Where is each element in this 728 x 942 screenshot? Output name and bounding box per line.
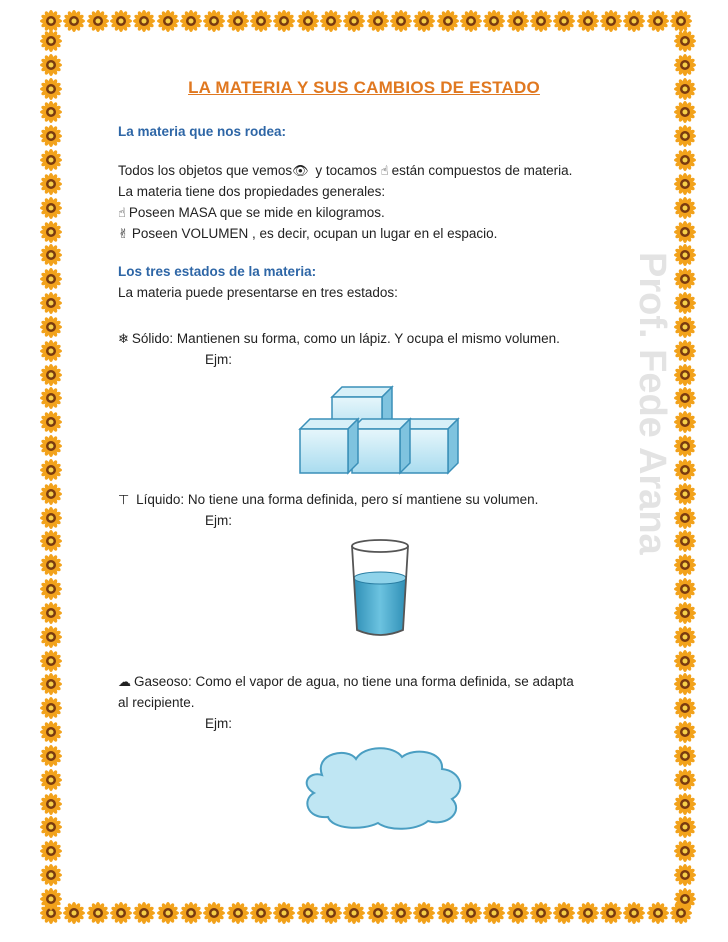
flower-ornament: [40, 793, 66, 815]
flower-ornament: [390, 10, 412, 36]
flower-ornament: [600, 10, 622, 36]
flower-ornament: [437, 902, 459, 928]
flower-ornament: [530, 902, 552, 928]
cloud-icon: ☁: [118, 675, 131, 690]
flower-ornament: [623, 902, 645, 928]
flower-ornament: [674, 840, 700, 862]
solid-example-label: Ejm:: [205, 352, 232, 367]
flower-ornament: [40, 721, 66, 743]
border-bottom: [40, 902, 692, 928]
flower-ornament: [674, 125, 700, 147]
flower-ornament: [483, 902, 505, 928]
flower-ornament: [553, 902, 575, 928]
flower-ornament: [674, 793, 700, 815]
text-fragment: Todos los objetos que vemos: [118, 163, 293, 178]
flower-ornament: [577, 10, 599, 36]
eye-icon: 👁: [292, 164, 309, 179]
flower-ornament: [40, 364, 66, 386]
flower-ornament: [460, 902, 482, 928]
flower-ornament: [674, 54, 700, 76]
flower-ornament: [40, 530, 66, 552]
flower-ornament: [413, 10, 435, 36]
flower-ornament: [40, 54, 66, 76]
liquid-example-label: Ejm:: [205, 513, 232, 528]
flower-ornament: [674, 602, 700, 624]
flower-ornament: [623, 10, 645, 36]
flower-ornament: [227, 902, 249, 928]
cube: [300, 419, 358, 473]
flower-ornament: [63, 902, 85, 928]
flower-ornament: [320, 902, 342, 928]
gas-description-cont: al recipiente.: [118, 695, 195, 710]
flower-ornament: [647, 902, 669, 928]
flower-ornament: [674, 221, 700, 243]
flower-ornament: [674, 483, 700, 505]
flower-ornament: [577, 902, 599, 928]
flower-ornament: [40, 125, 66, 147]
gas-text: Gaseoso: Como el vapor de agua, no tiene una forma definida, se adapta: [134, 674, 574, 689]
flower-ornament: [40, 578, 66, 600]
flower-ornament: [507, 10, 529, 36]
paragraph-intro: La materia puede presentarse en tres estados:: [118, 285, 398, 300]
paragraph-properties: La materia tiene dos propiedades generales:: [118, 184, 386, 199]
flower-ornament: [647, 10, 669, 36]
flower-ornament: [40, 340, 66, 362]
flower-ornament: [674, 554, 700, 576]
flower-ornament: [40, 459, 66, 481]
flower-ornament: [674, 816, 700, 838]
flower-ornament: [674, 459, 700, 481]
flower-ornament: [437, 10, 459, 36]
flower-ornament: [203, 10, 225, 36]
faucet-icon: ⊤: [118, 493, 130, 508]
flower-ornament: [674, 745, 700, 767]
flower-ornament: [40, 745, 66, 767]
flower-ornament: [343, 10, 365, 36]
paragraph-objects: [118, 163, 572, 179]
flower-ornament: [674, 364, 700, 386]
flower-ornament: [40, 387, 66, 409]
flower-ornament: [250, 902, 272, 928]
victory-hand-icon: ✌: [118, 227, 129, 242]
flower-ornament: [297, 902, 319, 928]
property-text: Poseen VOLUMEN , es decir, ocupan un lugar en el espacio.: [131, 226, 498, 241]
flower-ornament: [40, 864, 66, 886]
flower-ornament: [600, 902, 622, 928]
flower-ornament: [40, 626, 66, 648]
flower-ornament: [40, 840, 66, 862]
flower-ornament: [674, 626, 700, 648]
flower-ornament: [674, 340, 700, 362]
cloud-illustration: [298, 745, 470, 831]
section-heading-materia: La materia que nos rodea:: [118, 124, 287, 139]
flower-ornament: [157, 902, 179, 928]
flower-ornament: [40, 483, 66, 505]
flower-ornament: [674, 650, 700, 672]
flower-ornament: [40, 268, 66, 290]
flower-ornament: [40, 554, 66, 576]
flower-ornament: [40, 292, 66, 314]
flower-ornament: [250, 10, 272, 36]
liquid-text: Líquido: No tiene una forma definida, pero sí mantiene su volumen.: [136, 492, 539, 507]
property-volume: [118, 226, 497, 242]
flower-ornament: [367, 902, 389, 928]
flower-ornament: [203, 902, 225, 928]
flower-ornament: [157, 10, 179, 36]
flower-ornament: [674, 411, 700, 433]
flower-ornament: [507, 902, 529, 928]
flower-ornament: [40, 101, 66, 123]
flower-ornament: [367, 10, 389, 36]
flower-ornament: [413, 902, 435, 928]
gas-description: [118, 674, 574, 690]
ice-cubes-illustration: [296, 385, 466, 477]
flower-ornament: [674, 268, 700, 290]
flower-ornament: [40, 816, 66, 838]
flower-ornament: [40, 221, 66, 243]
property-text: Poseen MASA que se mide en kilogramos.: [128, 205, 385, 220]
flower-ornament: [40, 435, 66, 457]
flower-ornament: [674, 578, 700, 600]
flower-ornament: [674, 173, 700, 195]
flower-ornament: [40, 697, 66, 719]
text-fragment: están compuestos de materia.: [391, 163, 573, 178]
flower-ornament: [674, 292, 700, 314]
flower-ornament: [40, 316, 66, 338]
flower-ornament: [343, 902, 365, 928]
flower-ornament: [40, 411, 66, 433]
flower-ornament: [40, 149, 66, 171]
flower-ornament: [674, 244, 700, 266]
flower-ornament: [460, 10, 482, 36]
flower-ornament: [674, 721, 700, 743]
pointing-hand-icon: ☝: [118, 206, 126, 221]
solid-text: Sólido: Mantienen su forma, como un lápiz. Y ocupa el mismo volumen.: [131, 331, 560, 346]
flower-ornament: [133, 10, 155, 36]
flower-ornament: [87, 10, 109, 36]
property-mass: [118, 205, 385, 221]
flower-ornament: [674, 387, 700, 409]
flower-ornament: [273, 902, 295, 928]
solid-description: [118, 331, 560, 347]
flower-ornament: [674, 507, 700, 529]
page-title: LA MATERIA Y SUS CAMBIOS DE ESTADO: [188, 78, 540, 97]
snowflake-icon: ❄: [118, 332, 129, 347]
flower-ornament: [40, 507, 66, 529]
flower-ornament: [40, 30, 66, 52]
flower-ornament: [273, 10, 295, 36]
hand-icon: ☝: [380, 164, 389, 179]
liquid-description: [118, 492, 538, 508]
flower-ornament: [320, 10, 342, 36]
flower-ornament: [110, 902, 132, 928]
flower-ornament: [63, 10, 85, 36]
flower-ornament: [297, 10, 319, 36]
flower-ornament: [390, 902, 412, 928]
border-top: [40, 10, 692, 36]
flower-ornament: [674, 769, 700, 791]
flower-ornament: [227, 10, 249, 36]
cube: [352, 419, 410, 473]
gas-example-label: Ejm:: [205, 716, 232, 731]
flower-ornament: [133, 902, 155, 928]
flower-ornament: [40, 197, 66, 219]
flower-ornament: [674, 697, 700, 719]
flower-ornament: [40, 673, 66, 695]
flower-ornament: [674, 197, 700, 219]
watermark: [560, 240, 728, 640]
flower-ornament: [40, 602, 66, 624]
flower-ornament: [674, 888, 700, 910]
flower-ornament: [674, 864, 700, 886]
flower-ornament: [110, 10, 132, 36]
flower-ornament: [674, 530, 700, 552]
flower-ornament: [674, 30, 700, 52]
flower-ornament: [674, 673, 700, 695]
flower-ornament: [674, 316, 700, 338]
flower-ornament: [674, 149, 700, 171]
flower-ornament: [40, 244, 66, 266]
flower-ornament: [40, 173, 66, 195]
flower-ornament: [40, 888, 66, 910]
border-left: [40, 30, 66, 910]
border-right: [674, 30, 700, 910]
flower-ornament: [674, 101, 700, 123]
text-fragment: y tocamos: [311, 163, 381, 178]
flower-ornament: [87, 902, 109, 928]
flower-ornament: [180, 10, 202, 36]
flower-ornament: [180, 902, 202, 928]
flower-ornament: [40, 650, 66, 672]
section-heading-estados: Los tres estados de la materia:: [118, 264, 317, 279]
flower-ornament: [674, 435, 700, 457]
flower-ornament: [530, 10, 552, 36]
flower-ornament: [483, 10, 505, 36]
flower-ornament: [553, 10, 575, 36]
water-glass-illustration: [348, 538, 412, 642]
flower-ornament: [40, 769, 66, 791]
watermark-text: Prof. Fede Arana: [631, 252, 673, 555]
